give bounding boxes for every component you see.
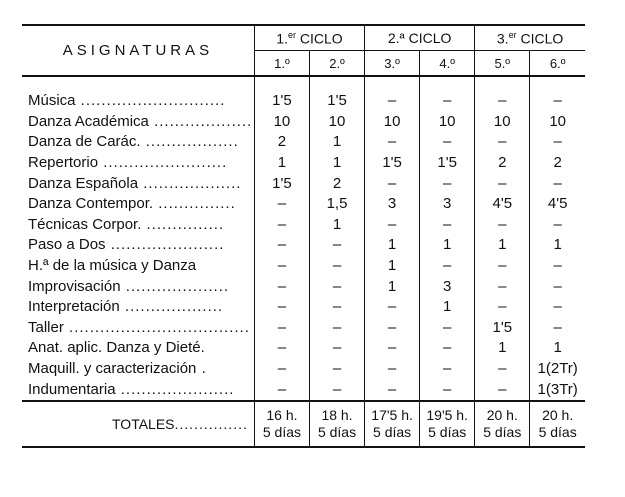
hours-cell: – — [309, 338, 364, 359]
hours-cell: 1'5 — [420, 153, 475, 174]
totals-label: TOTALES............... — [22, 401, 254, 447]
hours-cell: – — [475, 276, 530, 297]
hours-cell: 2 — [309, 173, 364, 194]
leader-dots: .................... — [120, 277, 230, 295]
total-days: 5 días — [428, 423, 467, 440]
subject-label: Técnicas Corpor. — [28, 215, 142, 233]
subject-label: Maquill. y caracterización — [28, 360, 197, 378]
course-2-header: 2.º — [309, 51, 364, 77]
hours-cell: – — [309, 318, 364, 339]
subject-label: Danza de Carác. — [28, 133, 141, 151]
leader-dots: ................................... — [63, 318, 250, 336]
hours-cell: 1 — [530, 235, 585, 256]
hours-cell: – — [254, 379, 309, 401]
leader-dots: ........................ — [98, 154, 228, 172]
subject-label: H.ª de la música y Danza — [28, 257, 197, 275]
course-3-header: 3.º — [365, 51, 420, 77]
total-days: 5 días — [538, 423, 577, 440]
hours-cell: – — [530, 318, 585, 339]
hours-cell: – — [365, 91, 420, 112]
hours-cell: – — [475, 297, 530, 318]
hours-cell: 1,5 — [309, 194, 364, 215]
hours-cell: – — [420, 173, 475, 194]
hours-cell: 1(3Tr) — [530, 379, 585, 401]
hours-cell: – — [530, 173, 585, 194]
hours-cell: – — [420, 359, 475, 380]
hours-cell: 1 — [309, 215, 364, 236]
hours-cell: – — [254, 338, 309, 359]
table-row — [22, 235, 585, 256]
leader-dots: ................... — [119, 298, 224, 316]
leader-dots: ............................ — [75, 92, 226, 110]
subject-name — [22, 215, 254, 236]
total-cell — [309, 401, 364, 447]
hours-cell: – — [420, 91, 475, 112]
hours-cell: – — [309, 379, 364, 401]
subject-name — [22, 297, 254, 318]
hours-cell: – — [254, 256, 309, 277]
hours-cell: 3 — [365, 194, 420, 215]
hours-cell: – — [309, 276, 364, 297]
hours-cell: – — [420, 338, 475, 359]
subject-name — [22, 112, 254, 133]
hours-cell: – — [309, 256, 364, 277]
leader-dots: ...................... — [115, 380, 235, 398]
total-cell — [254, 401, 309, 447]
hours-cell: 1 — [530, 338, 585, 359]
table-row — [22, 256, 585, 277]
cycle-3-header: 3.$^{er}$ CICLO — [475, 25, 585, 51]
subject-label: Interpretación — [28, 298, 120, 316]
hours-cell: 1 — [475, 338, 530, 359]
table-row — [22, 153, 585, 174]
hours-cell: – — [365, 359, 420, 380]
hours-cell: – — [365, 318, 420, 339]
leader-dots: ................... — [138, 174, 242, 192]
hours-cell: – — [309, 359, 364, 380]
hours-cell: 1 — [420, 235, 475, 256]
total-cell — [475, 401, 530, 447]
spacer-row — [22, 76, 585, 91]
hours-cell: – — [475, 173, 530, 194]
subject-name — [22, 132, 254, 153]
course-4-header: 4.º — [420, 51, 475, 77]
hours-cell: 4'5 — [475, 194, 530, 215]
hours-cell: – — [365, 379, 420, 401]
total-hours: 20 h. — [486, 406, 518, 423]
hours-cell: 1'5 — [254, 91, 309, 112]
table-row — [22, 112, 585, 133]
hours-cell: – — [254, 297, 309, 318]
leader-dots: ...................... — [105, 236, 225, 254]
table-row — [22, 276, 585, 297]
hours-cell: 1'5 — [365, 153, 420, 174]
total-days: 5 días — [262, 423, 301, 440]
hours-cell: – — [365, 132, 420, 153]
hours-cell: – — [475, 91, 530, 112]
table-row — [22, 194, 585, 215]
table-row — [22, 297, 585, 318]
course-1-header: 1.º — [254, 51, 309, 77]
hours-cell: 3 — [420, 276, 475, 297]
hours-cell: – — [254, 215, 309, 236]
total-days: 5 días — [373, 423, 412, 440]
leader-dots: ............... — [153, 195, 236, 213]
hours-cell: 10 — [309, 112, 364, 133]
course-5-header: 5.º — [475, 51, 530, 77]
hours-cell: 2 — [475, 153, 530, 174]
hours-cell: – — [530, 91, 585, 112]
hours-cell: 10 — [254, 112, 309, 133]
subject-name — [22, 379, 254, 401]
hours-cell: – — [530, 215, 585, 236]
hours-cell: – — [365, 173, 420, 194]
hours-cell: – — [530, 276, 585, 297]
hours-cell: – — [420, 132, 475, 153]
hours-cell: – — [365, 215, 420, 236]
cycle-1-header: 1.$^{er}$ CICLO — [254, 25, 364, 51]
hours-cell: – — [475, 132, 530, 153]
hours-cell: 1'5 — [254, 173, 309, 194]
table-row — [22, 359, 585, 380]
hours-cell: 3 — [420, 194, 475, 215]
hours-cell: – — [254, 359, 309, 380]
hours-cell: – — [254, 276, 309, 297]
table-row — [22, 173, 585, 194]
hours-cell: – — [365, 338, 420, 359]
hours-cell: – — [475, 359, 530, 380]
subject-name — [22, 318, 254, 339]
total-hours: 17'5 h. — [371, 406, 413, 423]
hours-cell: 1'5 — [309, 91, 364, 112]
totals-row — [22, 401, 585, 447]
hours-cell: – — [365, 297, 420, 318]
total-hours: 18 h. — [321, 406, 353, 423]
table-row — [22, 215, 585, 236]
curriculum-table-sheet — [22, 24, 602, 448]
hours-cell: – — [475, 256, 530, 277]
total-days: 5 días — [317, 423, 357, 440]
hours-cell: 10 — [475, 112, 530, 133]
hours-cell: 1 — [365, 256, 420, 277]
hours-cell: 1 — [420, 297, 475, 318]
subject-name — [22, 359, 254, 380]
hours-cell: – — [254, 194, 309, 215]
hours-cell: – — [530, 297, 585, 318]
hours-cell: 4'5 — [530, 194, 585, 215]
leader-dots: ................... — [148, 112, 253, 130]
hours-cell: 2 — [254, 132, 309, 153]
subject-label: Danza Académica — [28, 112, 149, 130]
hours-cell: – — [420, 318, 475, 339]
leader-dots: . — [196, 360, 207, 378]
subjects-header: ASIGNATURAS — [22, 25, 254, 76]
subject-name — [22, 91, 254, 112]
cycle-2-header: 2.ª CICLO — [365, 25, 475, 51]
hours-cell: – — [475, 379, 530, 401]
subject-label: Indumentaria — [28, 380, 116, 398]
hours-cell: – — [254, 318, 309, 339]
total-cell — [365, 401, 420, 447]
hours-cell: 1'5 — [475, 318, 530, 339]
hours-cell: 1(2Tr) — [530, 359, 585, 380]
hours-cell: 1 — [254, 153, 309, 174]
subject-label: Música — [28, 92, 76, 110]
hours-cell: – — [309, 235, 364, 256]
hours-cell: 1 — [475, 235, 530, 256]
subject-name — [22, 276, 254, 297]
hours-cell: – — [254, 235, 309, 256]
subject-label: Danza Contempor. — [28, 195, 154, 213]
hours-cell: 10 — [365, 112, 420, 133]
curriculum-table — [22, 24, 585, 448]
subject-label: Improvisación — [28, 277, 121, 295]
hours-cell: – — [475, 215, 530, 236]
leader-dots: .................. — [140, 133, 239, 151]
table-row — [22, 318, 585, 339]
total-hours: 16 h. — [266, 406, 298, 423]
subject-label: Danza Española — [28, 174, 139, 192]
total-cell — [530, 401, 585, 447]
total-hours: 19'5 h. — [426, 406, 468, 423]
subject-label: Repertorio — [28, 154, 99, 172]
table-row — [22, 91, 585, 112]
subject-name — [22, 235, 254, 256]
hours-cell: – — [309, 297, 364, 318]
subject-label: Paso a Dos — [28, 236, 106, 254]
subject-name — [22, 153, 254, 174]
subject-label: Anat. aplic. Danza y Dieté. — [28, 339, 205, 357]
subject-name — [22, 338, 254, 359]
hours-cell: 1 — [365, 276, 420, 297]
table-row — [22, 338, 585, 359]
table-body — [22, 76, 585, 401]
subject-name — [22, 256, 254, 277]
table-row — [22, 379, 585, 401]
total-hours: 20 h. — [542, 406, 574, 423]
table-header — [22, 25, 585, 76]
course-6-header: 6.º — [530, 51, 585, 77]
total-days: 5 días — [483, 423, 522, 440]
hours-cell: 10 — [420, 112, 475, 133]
table-row — [22, 132, 585, 153]
hours-cell: – — [530, 132, 585, 153]
subject-label: Taller — [28, 318, 64, 336]
hours-cell: – — [530, 256, 585, 277]
total-cell — [420, 401, 475, 447]
hours-cell: 2 — [530, 153, 585, 174]
subject-name — [22, 194, 254, 215]
hours-cell: – — [420, 379, 475, 401]
hours-cell: – — [420, 215, 475, 236]
leader-dots: ............... — [141, 215, 225, 233]
subject-name — [22, 173, 254, 194]
hours-cell: 10 — [530, 112, 585, 133]
hours-cell: – — [420, 256, 475, 277]
hours-cell: 1 — [365, 235, 420, 256]
hours-cell: 1 — [309, 153, 364, 174]
hours-cell: 1 — [309, 132, 364, 153]
